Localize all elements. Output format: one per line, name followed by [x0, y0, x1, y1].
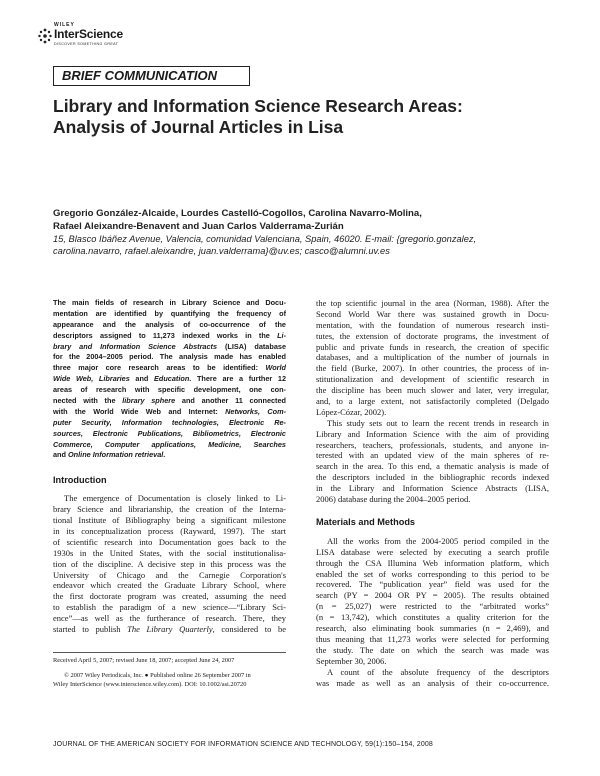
body-line: mentation, with the foundation of numerous research insti-	[316, 319, 549, 330]
logo-brand: InterScience	[54, 27, 123, 41]
footnote-divider	[53, 652, 286, 653]
body-line: thus meaning that 11,273 works were selected for performing	[316, 633, 549, 644]
body-line: endeavor which created the Graduate Library School, where	[53, 580, 286, 591]
abstract	[53, 298, 286, 461]
body-line: databases, and a multiplication of the number of journals in	[316, 352, 549, 363]
abstract-line: descriptors assigned to 11,273 indexed works in the Li-	[53, 330, 286, 340]
left-column	[53, 298, 286, 635]
body-line: A count of the absolute frequency of the descriptors	[327, 666, 549, 677]
abstract-line: appearance and the analysis of co-occurrence of the	[53, 319, 286, 329]
abstract-line: for the 2004–2005 period. The analysis made has enabled	[53, 352, 286, 362]
body-line: the descriptors included in the bibliographic records indexed	[316, 472, 549, 483]
methods-paragraph	[316, 536, 549, 667]
section-heading-introduction: Introduction	[53, 475, 107, 486]
body-line: tion of the discipline. A decisive step in this process was the	[53, 558, 286, 569]
body-line: Second World War there was sustained growth in Docu-	[316, 308, 549, 319]
abstract-line: brary and Information Science Abstracts (LISA) database	[53, 341, 286, 351]
body-line: search in the area. To this end, a thematic analysis is made of	[316, 461, 549, 472]
body-line: September 30, 2006.	[316, 655, 387, 666]
article-title	[53, 96, 523, 138]
methods-paragraph	[316, 667, 549, 689]
body-line: researchers, teachers, professionals, students, and anyone in-	[316, 439, 549, 450]
affiliation-line: 15, Blasco Ibáñez Avenue, Valencia, comunidad Valenciana, Spain, 46020. E-mail: {gregorio.gonzalez,	[53, 234, 477, 244]
body-line: University of Chicago and the Carnegie Corporation's	[53, 569, 286, 580]
body-paragraph	[316, 298, 549, 418]
body-line: brary Science and librarianship, the creation of the Interna-	[53, 504, 286, 515]
abstract-line: The main fields of research in Library Science and Docu-	[53, 298, 286, 307]
introduction-paragraph	[53, 493, 286, 635]
author-line: Gregorio González-Alcaide, Lourdes Castelló-Cogollos, Carolina Navarro-Molina,	[53, 208, 422, 219]
body-line: (n = 25,027) were restricted to the “arbitrated works”	[316, 601, 549, 612]
body-line: 1930s in the United States, with the social institutionalisa-	[53, 547, 286, 558]
abstract-line: nected with the library sphere and another 11 connected	[53, 396, 286, 406]
abstract-line: areas of research with specific development, one con-	[53, 385, 286, 395]
footnotes	[53, 656, 286, 689]
body-line: (n = 13,742), which constitutes a quality criterion for the	[316, 612, 549, 623]
journal-running-footer: JOURNAL OF THE AMERICAN SOCIETY FOR INFORMATION SCIENCE AND TECHNOLOGY, 59(1):150–154, 2008	[53, 741, 433, 748]
body-line: enabled the set of works corresponding to this period to be	[316, 568, 549, 579]
body-line: through the CSA Illumina Web information platform, which	[316, 557, 549, 568]
body-line: public and private funds in research, the creation of specific	[316, 341, 549, 352]
body-line: search (PY = 2004 OR PY = 2005). The results obtained	[316, 590, 549, 601]
body-line: All the works from the 2004-2005 period compiled in the	[327, 535, 549, 546]
section-banner: BRIEF COMMUNICATION	[53, 66, 250, 86]
copyright-line: © 2007 Wiley Periodicals, Inc. ● Published online 26 September 2007 in	[64, 672, 251, 679]
logo-wiley: WILEY	[54, 22, 75, 28]
body-line: 2006) database during the 2004–2005 period.	[316, 494, 471, 505]
publisher-logo	[36, 22, 126, 48]
right-column	[316, 298, 549, 688]
body-paragraph	[316, 418, 549, 505]
abstract-line: three major core research areas to be identified: World	[53, 363, 286, 373]
abstract-line: Wide Web, Libraries and Education. There are a further 12	[53, 374, 286, 384]
copyright-line: Wiley InterScience (www.interscience.wiley.com). DOI: 10.1002/asi.20720	[53, 681, 247, 688]
body-line: and, to a large extent, not satisfactorily completed (Delgado	[316, 396, 549, 407]
body-line: The emergence of Documentation is closely linked to Li-	[64, 493, 286, 504]
logo-tagline: DISCOVER SOMETHING GREAT	[54, 42, 119, 46]
body-line: the study. The date on which the search was made was	[316, 644, 549, 655]
abstract-line: with the World Wide Web and Internet: Networks, Com-	[53, 406, 286, 416]
affiliation	[53, 233, 563, 257]
body-line: the field (Burke, 2007). In other countries, the process of in-	[316, 363, 549, 374]
body-line: was made as well as an analysis of their co-occurrence.	[316, 677, 549, 688]
body-line: the top scientific journal in the area (Norman, 1988). After the	[316, 298, 549, 308]
body-line: Library and Information Science with the aim of providing	[316, 428, 549, 439]
author-line: Rafael Aleixandre-Benavent and Juan Carlos Valderrama-Zurián	[53, 220, 344, 232]
body-line: of scientific research into Documentation goes back to the	[53, 536, 286, 547]
received-dates: Received April 5, 2007; revised June 18, 2007; accepted June 24, 2007	[53, 657, 235, 664]
abstract-line: sources, Electronic Publications, Bibliometrics, Electronic	[53, 428, 286, 438]
abstract-line: puter Security, Information technologies, Electronic Re-	[53, 417, 286, 427]
body-line: tional Institute of Bibliography being a significant milestone	[53, 515, 286, 526]
body-line: started to publish The Library Quarterly, considered to be	[53, 624, 286, 635]
body-line: in its conceptualization process (Rayward, 1997). The start	[53, 526, 286, 537]
body-line: in the Library and Information Science Abstracts (LISA,	[316, 483, 549, 494]
abstract-line: mentation are identified by quantifying the frequency of	[53, 308, 286, 318]
body-line: López-Cózar, 2002).	[316, 406, 387, 417]
title-line: Analysis of Journal Articles in Lisa	[53, 117, 344, 137]
section-heading-methods: Materials and Methods	[316, 516, 416, 527]
body-line: the discipline has been much slower and later, very irregular,	[316, 385, 549, 396]
body-line: stitutionalization and development of scientific research in	[316, 374, 549, 385]
body-line: recovered. The “publication year” field was used for the	[316, 579, 549, 590]
abstract-line: Commerce, Computer applications, Medicine, Searches	[53, 439, 286, 449]
title-line: Library and Information Science Research Areas:	[53, 96, 463, 116]
body-line: terested with an updated view of the main spheres of re-	[316, 450, 549, 461]
affiliation-line: carolina.navarro, rafael.aleixandre, juan.valderrama}@uv.es; casco@alumni.uv.es	[53, 246, 390, 257]
author-list	[53, 208, 553, 233]
body-line: LISA database were selected by executing a search profile	[316, 546, 549, 557]
abstract-line: and Online Information retrieval.	[53, 450, 166, 460]
body-line: research, also eliminating book summaries (n = 2,469), and	[316, 623, 549, 634]
body-line: to establish the paradigm of a new science—“Library Sci-	[53, 602, 286, 613]
body-line: This study sets out to learn the recent trends in research in	[327, 417, 549, 428]
body-line: tutes, the extension of doctorate programs, the investment of	[316, 330, 549, 341]
body-line: the first doctorate program was created, assuming the need	[53, 591, 286, 602]
logo-dots-icon	[38, 28, 52, 44]
body-line: ence”—as well as the furtherance of research. There, they	[53, 613, 286, 624]
